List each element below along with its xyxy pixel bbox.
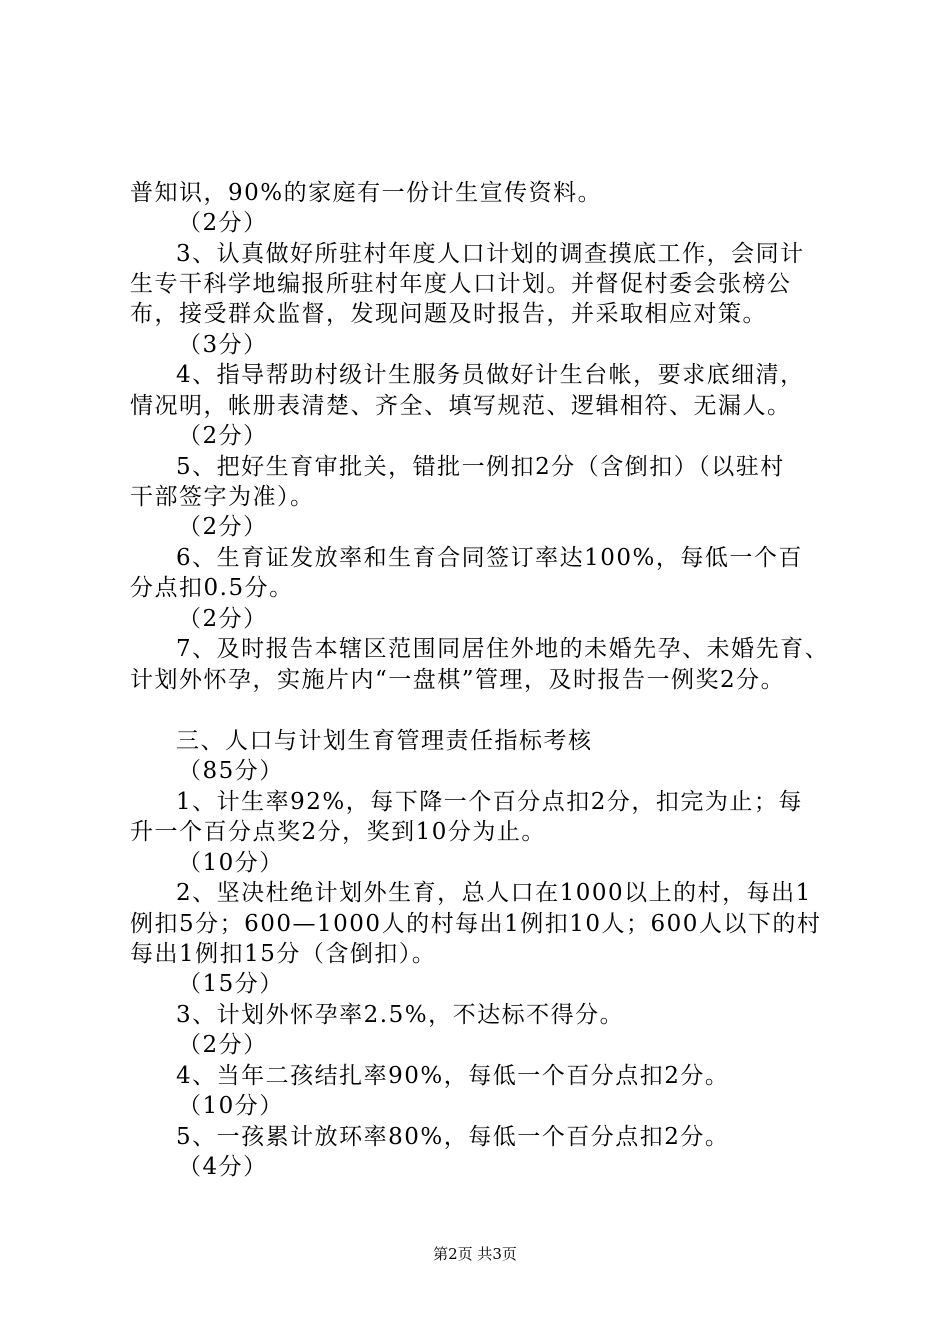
score-line: （3分） [178, 332, 268, 358]
text-line: 6、生育证发放率和生育合同签订率达100%，每低一个百 [176, 545, 803, 571]
score-line: （2分） [178, 514, 268, 540]
text-line: 1、计生率92%，每下降一个百分点扣2分，扣完为止；每 [176, 789, 803, 815]
score-line: （2分） [178, 423, 268, 449]
text-line: 布，接受群众监督，发现问题及时报告，并采取相应对策。 [130, 301, 767, 327]
text-line: 2、坚决杜绝计划外生育，总人口在1000以上的村，每出1 [176, 880, 812, 906]
section-heading: 三、人口与计划生育管理责任指标考核 [176, 728, 593, 754]
score-line: （2分） [178, 210, 268, 236]
text-line: 普知识，90%的家庭有一份计生宣传资料。 [130, 180, 603, 206]
text-line: 生专干科学地编报所驻村年度人口计划。并督促村委会张榜公 [130, 271, 792, 297]
score-line: （4分） [178, 1154, 268, 1180]
text-line: 分点扣0.5分。 [130, 575, 294, 601]
score-line: （85分） [178, 758, 284, 784]
text-line: 5、把好生育审批关，错批一例扣2分（含倒扣）（以驻村 [176, 454, 785, 480]
text-line: 3、认真做好所驻村年度人口计划的调查摸底工作，会同计 [176, 241, 805, 267]
score-line: （10分） [178, 850, 284, 876]
page-number-footer: 第2页 共3页 [433, 1245, 517, 1263]
text-line: 干部签字为准）。 [130, 484, 315, 510]
text-line: 5、一孩累计放环率80%，每低一个百分点扣2分。 [176, 1124, 730, 1150]
score-line: （2分） [178, 1032, 268, 1058]
score-line: （2分） [178, 606, 268, 632]
score-line: （15分） [178, 971, 284, 997]
text-line: 每出1例扣15分（含倒扣）。 [130, 941, 437, 967]
text-line: 例扣5分；600—1000人的村每出1例扣10人；600人以下的村 [130, 911, 822, 937]
text-line: 情况明，帐册表清楚、齐全、填写规范、逻辑相符、无漏人。 [130, 393, 792, 419]
text-line: 计划外怀孕，实施片内“一盘棋”管理，及时报告一例奖2分。 [130, 667, 786, 693]
text-line: 4、当年二孩结扎率90%，每低一个百分点扣2分。 [176, 1063, 730, 1089]
text-line: 4、指导帮助村级计生服务员做好计生台帐，要求底细清， [176, 362, 805, 388]
text-line: 7、及时报告本辖区范围同居住外地的未婚先孕、未婚先育、 [176, 636, 830, 662]
score-line: （10分） [178, 1093, 284, 1119]
text-line: 升一个百分点奖2分，奖到10分为止。 [130, 819, 546, 845]
text-line: 3、计划外怀孕率2.5%，不达标不得分。 [176, 1002, 625, 1028]
